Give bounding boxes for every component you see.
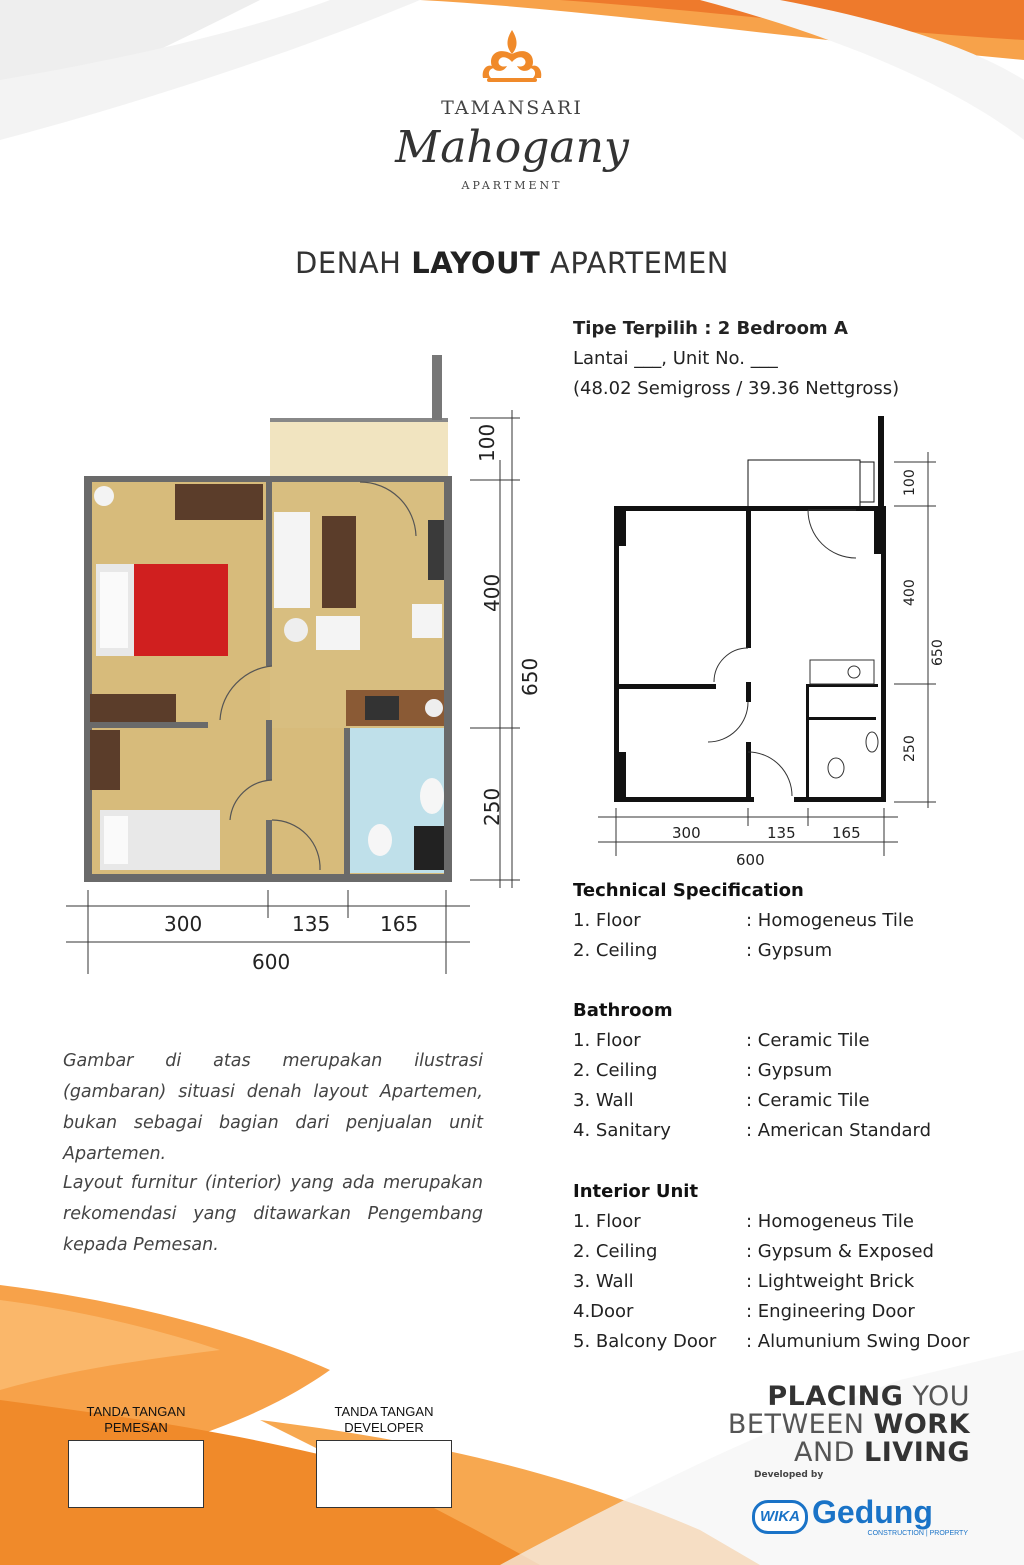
small-dim-h-2: 135 [767, 824, 796, 842]
spec-row: 2. Ceiling : Gypsum [573, 1060, 833, 1081]
brand-script: Mahogany [395, 122, 629, 173]
page-title: DENAH LAYOUT APARTEMEN [295, 246, 729, 280]
buyer-signature-label: TANDA TANGAN PEMESAN [86, 1404, 186, 1435]
unit-area: (48.02 Semigross / 39.36 Nettgross) [573, 378, 900, 399]
bathroom-title: Bathroom [573, 1000, 673, 1021]
spec-row: 4. Sanitary : American Standard [573, 1120, 932, 1141]
spec-row: 4.Door : Engineering Door [573, 1301, 915, 1322]
brand-name: TAMANSARI [441, 97, 583, 119]
dim-v-3: 250 [480, 787, 504, 826]
developer-signature-label: TANDA TANGAN DEVELOPER [334, 1404, 434, 1435]
slogan: PLACING YOU BETWEEN WORK AND LIVING [727, 1381, 970, 1468]
small-dim-v-1: 100 [902, 469, 918, 496]
dim-v-2: 400 [480, 573, 504, 612]
spec-row: 2. Ceiling : Gypsum & Exposed [573, 1241, 934, 1262]
small-dim-h-1: 300 [672, 824, 701, 842]
small-dim-h-3: 165 [832, 824, 861, 842]
brand-subtitle: APARTMENT [461, 179, 563, 192]
wika-logo: WIKA [752, 1500, 808, 1534]
small-dim-v-3: 250 [902, 735, 918, 762]
dim-h-2: 135 [292, 912, 331, 936]
dim-v-total: 650 [518, 657, 542, 696]
spec-row: 2. Ceiling : Gypsum [573, 940, 833, 961]
buyer-signature-box[interactable] [68, 1440, 204, 1508]
spec-row: 5. Balcony Door : Alumunium Swing Door [573, 1331, 970, 1352]
ornament-icon [477, 28, 547, 86]
small-dim-v-total: 650 [930, 639, 946, 666]
dim-h-3: 165 [380, 912, 419, 936]
disclaimer-paragraph-2: Layout furnitur (interior) yang ada merupakan rekomendasi yang ditawarkan Pengembang kepada Pemesan. [63, 1173, 483, 1255]
developed-by-label: Developed by [754, 1470, 824, 1480]
spec-row: 3. Wall : Lightweight Brick [573, 1271, 915, 1292]
dim-h-total: 600 [252, 950, 291, 974]
spec-row: 3. Wall : Ceramic Tile [573, 1090, 870, 1111]
unit-type: Tipe Terpilih : 2 Bedroom A [573, 318, 848, 339]
interior-title: Interior Unit [573, 1181, 699, 1202]
small-dim-h-total: 600 [736, 851, 765, 869]
disclaimer-paragraph-1: Gambar di atas merupakan ilustrasi (gambaran) situasi denah layout Apartemen, bukan sebagai bagian dari penjualan unit Apartemen. [63, 1051, 483, 1164]
tech-spec-title: Technical Specification [573, 880, 804, 901]
unit-floor-number: Lantai ___, Unit No. ___ [573, 348, 778, 369]
dim-v-1: 100 [475, 423, 499, 462]
small-dim-v-2: 400 [902, 579, 918, 606]
dim-h-1: 300 [164, 912, 203, 936]
gedung-logo: Gedung CONSTRUCTION | PROPERTY [812, 1494, 968, 1537]
developer-signature-box[interactable] [316, 1440, 452, 1508]
spec-row: 1. Floor : Ceramic Tile [573, 1030, 870, 1051]
spec-row: 1. Floor : Homogeneus Tile [573, 1211, 914, 1232]
spec-row: 1. Floor : Homogeneus Tile [573, 910, 914, 931]
